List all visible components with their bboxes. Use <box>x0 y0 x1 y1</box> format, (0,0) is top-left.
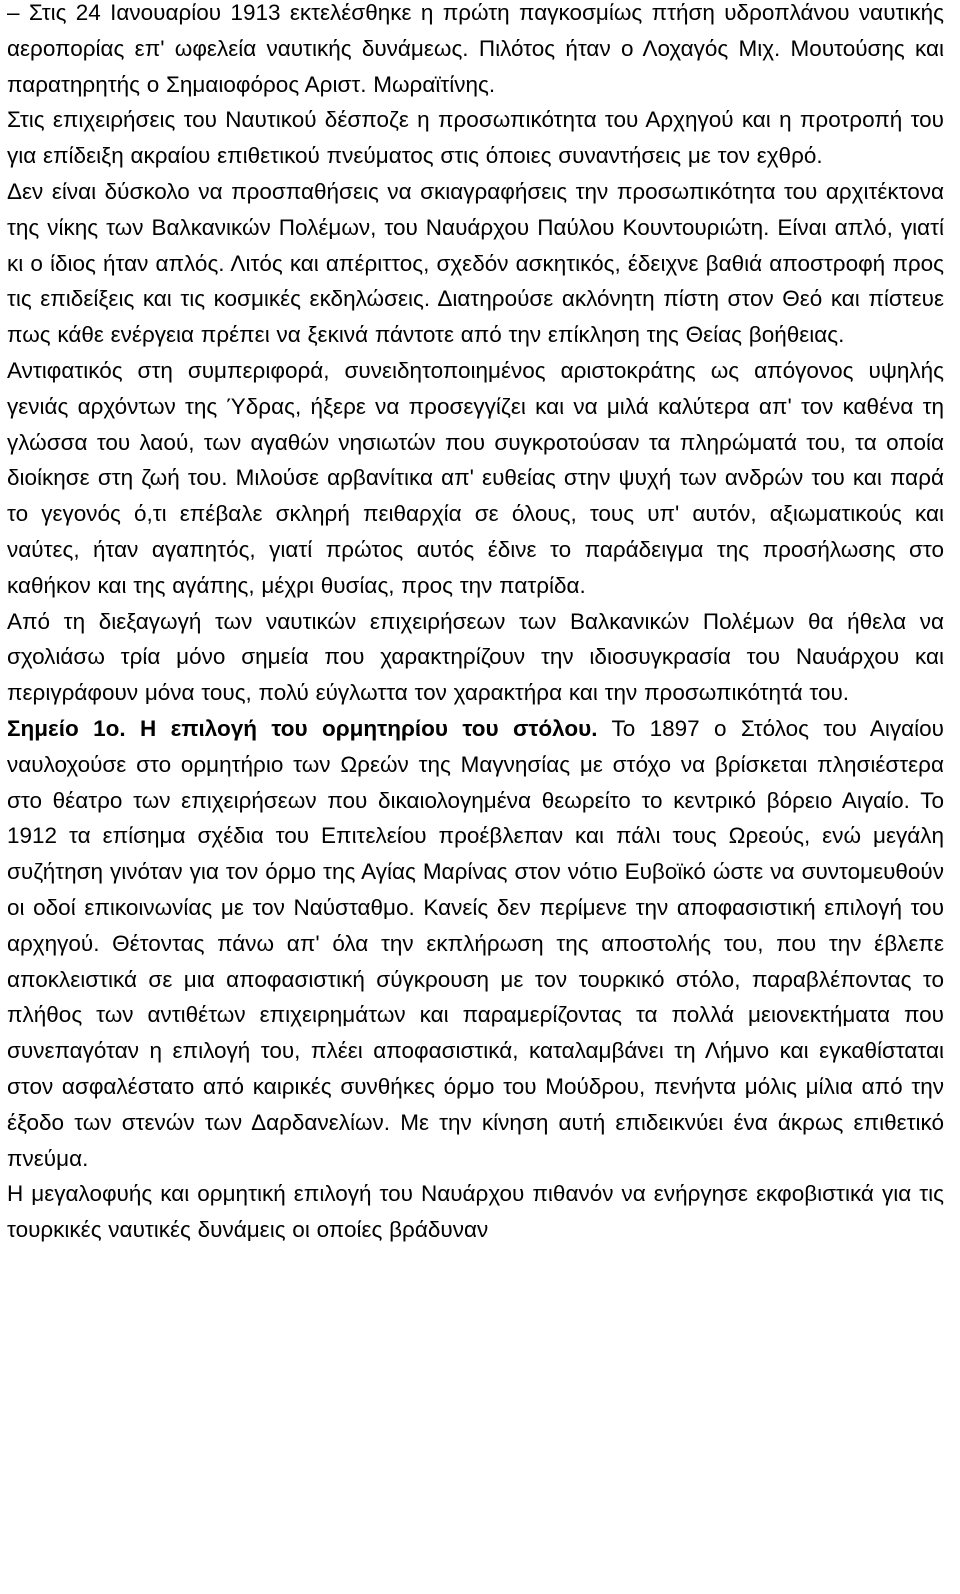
paragraph-bold-choice-effect <box>7 1176 944 1248</box>
paragraph-text: – Στις 24 Ιανουαρίου 1913 εκτελέσθηκε η πρώτη παγκοσμίως πτήση υδροπλάνου ναυτικής αεροπορίας επ' ωφελεία ναυτικής δυνάμεως. Πιλότος ήταν ο Λοχαγός Μιχ. Μουτούσης και παρατηρητής ο Σημαιοφόρος Αριστ. Μωραϊτίνης. <box>7 0 944 97</box>
paragraph-text: Δεν είναι δύσκολο να προσπαθήσεις να σκιαγραφήσεις την προσωπικότητα του αρχιτέκτονα της νίκης των Βαλκανικών Πολέμων, του Ναυάρχου Παύλου Κουντουριώτη. Είναι απλό, γιατί κι ο ίδιος ήταν απλός. Λιτός και απέριττος, σχεδόν ασκητικός, έδειχνε βαθιά αποστροφή προς τις επιδείξεις και τις κοσμικές εκδηλώσεις. Διατηρούσε ακλόνητη πίστη στον Θεό και πίστευε πως κάθε ενέργεια πρέπει να ξεκινά πάντοτε από την επίκληση της Θείας βοήθειας. <box>7 178 944 348</box>
paragraph-text: Αντιφατικός στη συμπεριφορά, συνειδητοποιημένος αριστοκράτης ως απόγονος υψηλής γενιάς αρχόντων της Ύδρας, ήξερε να προσεγγίζει και να μιλά καλύτερα απ' τον καθένα τη γλώσσα του λαού, των αγαθών νησιωτών που συγκροτούσαν τα πληρώματά του, τα οποία διοίκησε στη ζωή του. Μιλούσε αρβανίτικα απ' ευθείας στην ψυχή των ανδρών του και παρά το γεγονός ό,τι επέβαλε σκληρή πειθαρχία σε όλους, τους υπ' αυτόν, αξιωματικούς και ναύτες, ήταν αγαπητός, γιατί πρώτος αυτός έδινε το παράδειγμα της προσήλωσης στο καθήκον και της αγάπης, μέχρι θυσίας, προς την πατρίδα. <box>7 357 944 598</box>
paragraph-admiral-personality <box>7 102 944 174</box>
paragraph-text: Η μεγαλοφυής και ορμητική επιλογή του Ναυάρχου πιθανόν να ενήργησε εκφοβιστικά για τις τουρκικές ναυτικές δυνάμεις οι οποίες βράδυναν <box>7 1181 944 1243</box>
section-heading: Σημείο 1ο. Η επιλογή του ορμητηρίου του στόλου. <box>7 715 598 741</box>
paragraph-three-points-intro <box>7 604 944 711</box>
paragraph-text: Το 1897 ο Στόλος του Αιγαίου ναυλοχούσε στο ορμητήριο των Ωρεών της Μαγνησίας με στόχο να βρίσκεται πλησιέστερα στο θέατρο των επιχειρήσεων που δικαιολογημένα θεωρείτο το κεντρικό βόρειο Αιγαίο. Το 1912 τα επίσημα σχέδια του Επιτελείου προέβλεπαν και πάλι τους Ωρεούς, ενώ μεγάλη συζήτηση γινόταν για τον όρμο της Αγίας Μαρίνας στον νότιο Ευβοϊκό ώστε να συντομευθούν οι οδοί επικοινωνίας με τον Ναύσταθμο. Κανείς δεν περίμενε την αποφασιστική επιλογή του αρχηγού. Θέτοντας πάνω απ' όλα την εκπλήρωση της αποστολής του, που την έβλεπε αποκλειστικά σε μια αποφασιστική σύγκρουση με τον τουρκικό στόλο, παραβλέποντας το πλήθος των αντιθέτων επιχειρημάτων και παραμερίζοντας τα πολλά μειονεκτήματα που συνεπαγόταν η επιλογή του, πλέει αποφασιστικά, καταλαμβάνει τη Λήμνο και εγκαθίσταται στον ασφαλέστατο από καιρικές συνθήκες όρμο του Μούδρου, πενήντα μόλις μίλια από την έξοδο των στενών των Δαρδανελίων. Με την κίνηση αυτή επιδεικνύει ένα άκρως επιθετικό πνεύμα. <box>7 715 944 1171</box>
paragraph-text: Στις επιχειρήσεις του Ναυτικού δέσποζε η προσωπικότητα του Αρχηγού και η προτροπή του για επίδειξη ακραίου επιθετικού πνεύματος στις όποιες συναντήσεις με τον εχθρό. <box>7 107 944 169</box>
paragraph-text: Από τη διεξαγωγή των ναυτικών επιχειρήσεων των Βαλκανικών Πολέμων θα ήθελα να σχολιάσω τρία μόνο σημεία που χαρακτηρίζουν την ιδιοσυγκρασία του Ναυάρχου και περιγράφουν μόνα τους, πολύ εύγλωττα τον χαρακτήρα και την προσωπικότητά του. <box>7 608 944 706</box>
paragraph-kountouriotis-character <box>7 174 944 353</box>
paragraph-point-one-base-selection <box>7 711 944 1176</box>
paragraph-first-flight <box>7 0 944 102</box>
paragraph-contradictory-behavior <box>7 353 944 604</box>
